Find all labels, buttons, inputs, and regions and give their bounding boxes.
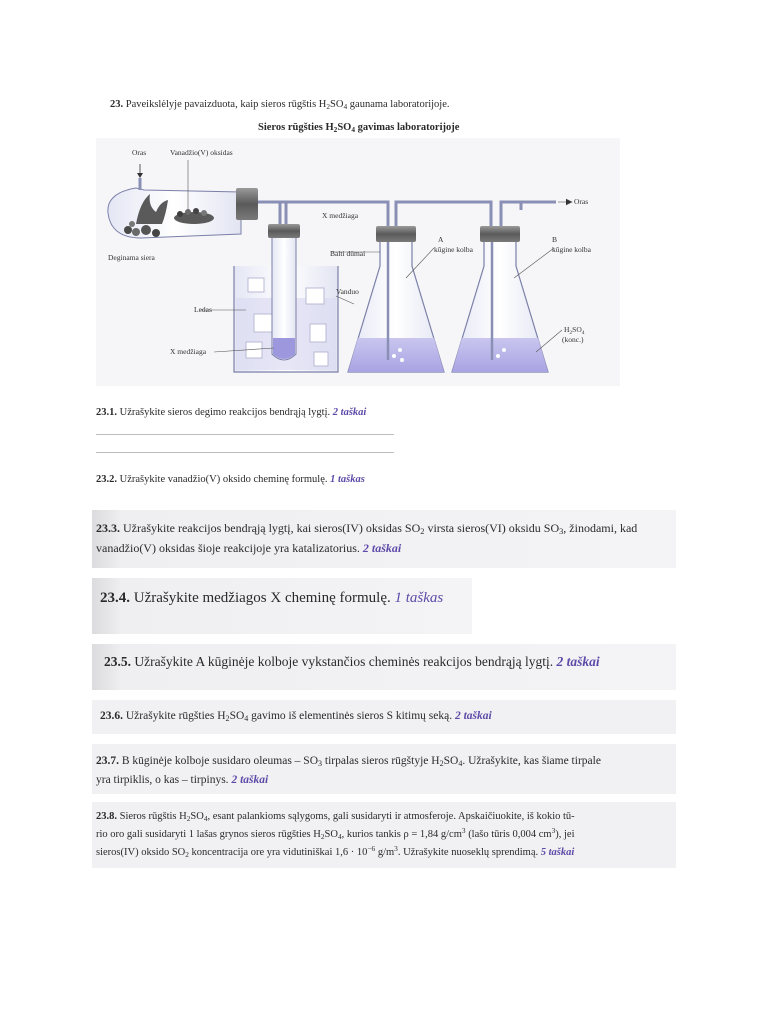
question-text: sieros(IV) oksido SO xyxy=(96,847,186,858)
figure-title-text: SO xyxy=(337,122,352,133)
subscript: 4 xyxy=(244,714,249,723)
question-text: . Užrašykite, kas šiame tirpale xyxy=(462,755,601,767)
question-23-8 xyxy=(96,808,672,862)
question-text: , esant palankioms sąlygoms, gali susidaryti ir atmosferoje. Apskaičiuokite, iš kokio tū- xyxy=(207,811,575,822)
question-number: 23.1. xyxy=(96,407,117,418)
label-flask-a-letter: A xyxy=(438,235,444,244)
superscript: 3 xyxy=(394,844,398,853)
question-text: B kūginėje kolboje susidaro oleumas – SO xyxy=(119,755,318,767)
label-flask-b-letter: B xyxy=(552,235,558,244)
label-flask-a: kūgine kolba xyxy=(434,245,473,254)
superscript: 3 xyxy=(551,826,556,835)
subscript: 4 xyxy=(343,102,348,111)
question-text: Užrašykite reakcijos bendrąją lygtį, kai sieros(IV) oksidas SO xyxy=(120,521,421,535)
superscript: −6 xyxy=(367,844,376,853)
question-text: Užrašykite A kūginėje kolboje vykstančios cheminės reakcijos bendrąją lygtį. xyxy=(134,654,554,669)
subscript: 2 xyxy=(185,850,189,859)
question-number: 23.8. xyxy=(96,811,117,822)
question-number: 23.7. xyxy=(96,755,119,767)
subscript: 2 xyxy=(326,102,331,111)
question-text: rio oro gali susidaryti 1 lašas grynos sieros rūgšties H xyxy=(96,829,321,840)
label-h2so4: $H_2SO_4$ xyxy=(564,325,585,336)
superscript: 3 xyxy=(461,826,466,835)
label-water: Vanduo xyxy=(336,287,359,296)
label-flask-b: kūgine kolba xyxy=(552,245,591,254)
question-23-6 xyxy=(100,710,672,722)
question-number: 23.6. xyxy=(100,710,123,722)
apparatus-drawing xyxy=(96,138,620,386)
intro-text: gaunama laboratorijoje. xyxy=(347,99,450,110)
question-23-2 xyxy=(96,471,656,488)
question-23-7 xyxy=(96,752,674,790)
label-concentrated: (konc.) xyxy=(562,335,584,344)
question-text: Užrašykite medžiagos X cheminę formulę. xyxy=(133,590,391,606)
question-text: yra tirpiklis, o kas – tirpinys. xyxy=(96,774,229,786)
question-number: 23.5. xyxy=(104,654,131,669)
question-text: SO xyxy=(443,755,459,767)
answer-line[interactable] xyxy=(96,452,394,453)
intro-text: Paveikslėlyje pavaizduota, kaip sieros rūgštis H xyxy=(125,99,327,110)
question-23-1 xyxy=(96,404,656,421)
subscript: 2 xyxy=(225,714,230,723)
question-text: , kurios tankis ρ = 1,84 g/cm xyxy=(341,829,462,840)
question-text: ), jei xyxy=(555,829,575,840)
question-text: (lašo tūris 0,004 cm xyxy=(465,829,552,840)
question-text: koncentracija ore yra vidutiniškai 1,6 · 10 xyxy=(188,847,368,858)
combustion-tube xyxy=(108,164,280,238)
question-text: virsta sieros(VI) oksidu SO xyxy=(424,521,560,535)
question-23-intro xyxy=(110,96,670,113)
label-white-fumes: Balti dūmai xyxy=(330,249,366,258)
question-text: Užrašykite sieros degimo reakcijos bendrąją lygtį. xyxy=(119,407,331,418)
question-text: g/m xyxy=(375,847,395,858)
figure-title xyxy=(258,122,459,133)
question-23-4 xyxy=(100,590,480,607)
question-text: Užrašykite rūgšties H xyxy=(123,710,226,722)
label-x-substance-top: X medžiaga xyxy=(322,211,359,220)
label-ice: Ledas xyxy=(194,305,212,314)
conical-flask-a xyxy=(348,226,444,372)
question-number: 23.3. xyxy=(96,521,120,535)
question-number: 23.2. xyxy=(96,474,117,485)
subscript: 3 xyxy=(318,759,323,768)
subscript: 4 xyxy=(458,759,463,768)
intro-text: SO xyxy=(330,99,344,110)
subscript: 4 xyxy=(337,832,342,841)
question-23-5 xyxy=(104,654,676,670)
label-air-out: Oras xyxy=(574,197,589,206)
subscript: 2 xyxy=(420,527,425,536)
subscript: 2 xyxy=(439,759,444,768)
question-text: vanadžio(V) oksidas šioje reakcijoje yra katalizatorius. xyxy=(96,541,360,555)
question-number: 23.4. xyxy=(100,590,130,606)
figure-title-text: gavimas laboratorijoje xyxy=(355,122,460,133)
points-badge: 1 taškas xyxy=(394,590,444,606)
subscript: 2 xyxy=(186,814,191,823)
question-text: . Užrašykite nuoseklų sprendimą. xyxy=(397,847,539,858)
question-text: SO xyxy=(324,829,338,840)
answer-line[interactable] xyxy=(96,434,394,435)
connecting-tubes xyxy=(258,202,556,230)
question-text: Sieros rūgštis H xyxy=(117,811,187,822)
question-text: , žinodami, kad xyxy=(563,521,638,535)
label-vanadium-oxide: Vanadžio(V) oksidas xyxy=(170,148,233,157)
subscript: 2 xyxy=(333,125,338,134)
points-badge: 2 taškai xyxy=(231,774,269,786)
question-text: tirpalas sieros rūgštyje H xyxy=(322,755,440,767)
points-badge: 5 taškai xyxy=(540,847,575,858)
subscript: 2 xyxy=(320,832,325,841)
question-text: Užrašykite vanadžio(V) oksido cheminę formulę. xyxy=(119,474,328,485)
label-x-substance-bottom: X medžiaga xyxy=(170,347,207,356)
question-text: SO xyxy=(229,710,245,722)
points-badge: 2 taškai xyxy=(556,654,600,669)
points-badge: 2 taškai xyxy=(362,541,402,555)
label-air-in: Oras xyxy=(132,148,147,157)
question-text: gavimo iš elementinės sieros S kitimų seką. xyxy=(248,710,453,722)
apparatus-figure xyxy=(96,138,620,386)
question-23-3 xyxy=(96,518,674,558)
subscript: 4 xyxy=(351,125,355,134)
subscript: 4 xyxy=(203,814,208,823)
points-badge: 2 taškai xyxy=(454,710,492,722)
figure-title-text: Sieros rūgšties H xyxy=(258,122,334,133)
question-text: SO xyxy=(190,811,204,822)
points-badge: 2 taškai xyxy=(332,407,367,418)
question-number: 23. xyxy=(110,99,124,110)
subscript: 3 xyxy=(559,527,564,536)
label-burning-sulfur: Deginama siera xyxy=(108,253,155,262)
points-badge: 1 taškas xyxy=(330,474,365,485)
